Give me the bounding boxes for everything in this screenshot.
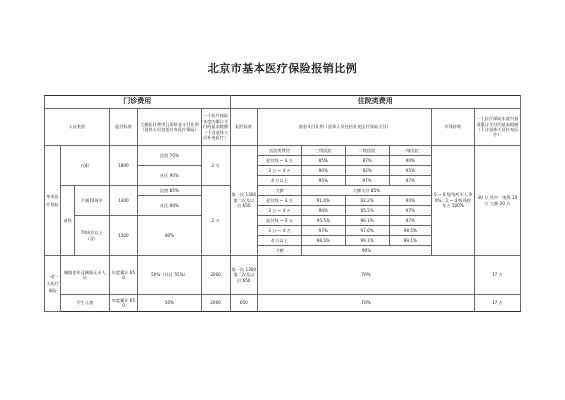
tier-header-level1: 一级医院 xyxy=(389,146,432,156)
cell: 87% xyxy=(345,156,389,166)
student-threshold: 年度累计 650 xyxy=(109,295,138,312)
group-resident-label: 一老一小医疗保险 xyxy=(45,256,61,312)
under70-threshold: 1300 xyxy=(109,186,138,216)
cell: 大额支付 85% xyxy=(301,186,431,196)
over70-label: 70周岁以上（含） xyxy=(74,216,109,256)
tier-header-range: 医院类费用 xyxy=(258,146,302,156)
elderly-inpatient-cap: 17 万 xyxy=(474,256,520,295)
elderly-ratio: 50%（社区 55%） xyxy=(138,256,201,295)
inpatient-section-label: 住院类费用 xyxy=(230,96,520,109)
outpatient-section-label: 门诊费用 xyxy=(45,96,231,109)
over70-ratio: 90% xyxy=(138,216,201,256)
column-header-row xyxy=(45,109,521,146)
cell: 95% xyxy=(389,166,432,176)
reimbursement-table xyxy=(44,95,521,312)
cell: 3 万 ~ 4 万 xyxy=(258,226,302,236)
page-title: 北京市基本医疗保险报销比例 xyxy=(207,62,358,75)
cell: 90% xyxy=(389,156,432,166)
cell: 99.1% xyxy=(389,236,432,246)
table-row xyxy=(45,256,521,295)
inpatient-cap-value: 30 万 其中：统筹 10 万 大额 20 万 xyxy=(474,146,520,256)
cell: 94% xyxy=(389,196,432,206)
cell: 97% xyxy=(389,216,432,226)
cell: 95% xyxy=(301,176,345,186)
cell: 90% xyxy=(301,246,431,256)
elderly-inpatient-ratio: 70% xyxy=(258,256,475,295)
cell: 起付线 ~ 3 万 xyxy=(258,156,302,166)
employee-cap: 2 万 xyxy=(201,146,230,186)
cell: 91.0% xyxy=(301,196,345,206)
under70-hospital-ratio: 医院 85% xyxy=(138,186,201,196)
cell: 92.2% xyxy=(345,196,389,206)
student-inpatient-cap: 17 万 xyxy=(474,295,520,312)
inpatient-threshold-value: 第一次 1300 第二次及以后 650 xyxy=(230,146,258,256)
elderly-threshold: 年度累计 650 xyxy=(109,256,138,295)
over70-threshold: 1300 xyxy=(109,216,138,256)
person-type-header: 人员类别 xyxy=(45,109,110,146)
major-medical-header: 大额医疗费用互助资金支付比例（退休人员包括补充医疗保险） xyxy=(138,109,201,146)
cell: 起付线 ~ 3 万 xyxy=(258,216,302,226)
cell: 4 万以上 xyxy=(258,236,302,246)
under70-label: 不满70周岁 xyxy=(74,186,109,216)
tier-header-level2: 二级医院 xyxy=(345,146,389,156)
cell: 3 万 ~ 4 万 xyxy=(258,166,302,176)
cell: 85% xyxy=(301,156,345,166)
tier-header-level3: 三级医院 xyxy=(301,146,345,156)
cell: 90% xyxy=(301,166,345,176)
student-cap: 2000 xyxy=(201,295,230,312)
cell: 97.6% xyxy=(345,226,389,236)
cell: 97% xyxy=(389,206,432,216)
student-label: 学生儿童 xyxy=(61,295,109,312)
cell: 大额 xyxy=(258,246,302,256)
threshold-header: 起付标准 xyxy=(109,109,138,146)
cell: 92% xyxy=(345,166,389,176)
elderly-label: 城镇老年及城镇无业人员 xyxy=(61,256,109,295)
cell: 94% xyxy=(301,206,345,216)
student-ratio: 50% xyxy=(138,295,201,312)
cell: 起付线 ~ 3 万 xyxy=(258,196,302,206)
military-value: 5 ~ 6 级残疾军人 90%；1 ~ 4 级残疾军人 100% xyxy=(432,146,475,256)
cell: 96.1% xyxy=(345,216,389,226)
employee-hospital-ratio: 医院 70% xyxy=(138,146,201,166)
student-inpatient-ratio: 70% xyxy=(258,295,475,312)
cell: 95.5% xyxy=(301,216,345,226)
student-inpatient-threshold: 650 xyxy=(230,295,258,312)
elderly-inpatient-threshold: 第一次 1300 第二次及以后 650 xyxy=(230,256,258,295)
table-row xyxy=(45,146,521,156)
employee-label: 在职 xyxy=(61,146,109,186)
cell: 98.5% xyxy=(389,226,432,236)
military-header: 军残补助 xyxy=(432,109,475,146)
cell: 97% xyxy=(389,176,432,186)
fund-ratio-header: 基金支付比例（退休人员包括补充医疗保险支付） xyxy=(258,109,432,146)
cell: 99.1% xyxy=(345,236,389,246)
under70-community-ratio: 社区 90% xyxy=(138,196,201,216)
inpatient-cap-header: 一个医疗保险年度内基金累计支付的最高数额（不含退休人员补充医疗） xyxy=(474,109,520,146)
cell: 4 万以上 xyxy=(258,176,302,186)
section-header-row xyxy=(45,96,521,109)
table-row xyxy=(45,295,521,312)
cell: 98.5% xyxy=(301,236,345,246)
cell: 97% xyxy=(345,176,389,186)
cell: 3 万 ~ 4 万 xyxy=(258,206,302,216)
retired-label: 退休 xyxy=(61,186,75,256)
cell: 95.2% xyxy=(345,206,389,216)
cell: 97% xyxy=(301,226,345,236)
inpatient-threshold-header: 起付标准 xyxy=(230,109,258,146)
cell: 大额 xyxy=(258,186,302,196)
employee-community-ratio: 社区 90% xyxy=(138,166,201,186)
employee-threshold: 1800 xyxy=(109,146,138,186)
retired-cap: 2 万 xyxy=(201,186,230,256)
group-basic-label: 单本医疗保险 xyxy=(45,146,61,256)
annual-cap-header: 一个医疗保险年度内累计支付的最高数额（不含退休人员补充医疗） xyxy=(201,109,230,146)
elderly-cap: 2000 xyxy=(201,256,230,295)
